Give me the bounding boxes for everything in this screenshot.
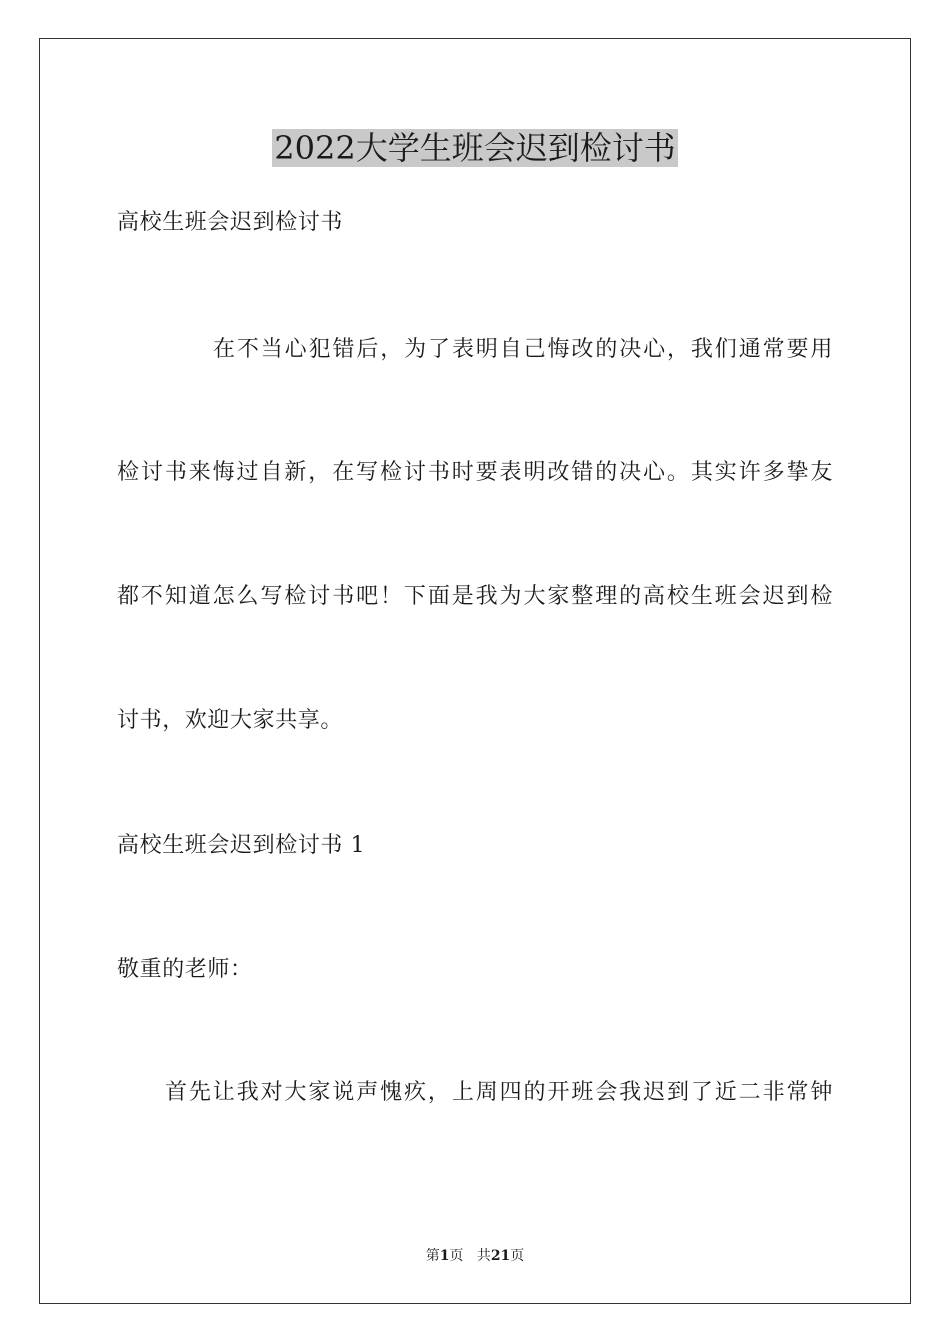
paragraph-line: 都不知道怎么写检讨书吧！下面是我为大家整理的高校生班会迟到检	[117, 584, 833, 609]
footer-total-prefix: 共	[476, 1248, 491, 1264]
footer-total-pages: 21	[490, 1248, 511, 1264]
document-title	[0, 126, 950, 170]
section-heading: 高校生班会迟到检讨书 1	[117, 833, 366, 858]
salutation-line: 敬重的老师：	[117, 957, 253, 982]
paragraph-line: 检讨书来悔过自新，在写检讨书时要表明改错的决心。其实许多挚友	[117, 460, 833, 485]
paragraph-line: 首先让我对大家说声愧疚，上周四的开班会我迟到了近二非常钟	[165, 1080, 833, 1105]
paragraph-line: 在不当心犯错后，为了表明自己悔改的决心，我们通常要用	[213, 337, 833, 362]
footer-page-prefix: 第	[425, 1248, 440, 1264]
subtitle-line: 高校生班会迟到检讨书	[117, 210, 344, 235]
footer-page-number: 1	[439, 1248, 450, 1264]
footer-page-suffix: 页	[449, 1248, 464, 1264]
title-highlight: 2022大学生班会迟到检讨书	[274, 129, 676, 167]
page-footer	[0, 1246, 950, 1266]
paragraph-line: 讨书，欢迎大家共享。	[117, 708, 344, 733]
footer-total-suffix: 页	[510, 1248, 525, 1264]
